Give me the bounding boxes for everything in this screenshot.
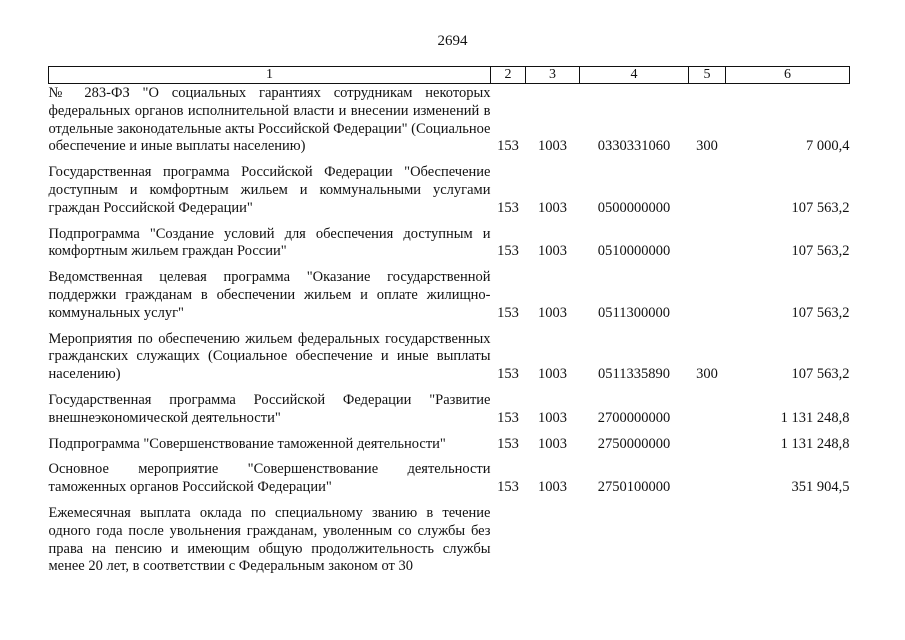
row-expense-type: [689, 164, 726, 217]
row-description: № 283-ФЗ "О социальных гарантиях сотрудникам некоторых федеральных органов исполнительной власти и внесении изменений в отдельные законодательные акты Российской Федерации" (Социальное обеспечение и иные выплаты населению): [48, 85, 491, 155]
row-target-code: 0511335890: [598, 366, 670, 383]
row-amount: 1 131 248,8: [780, 435, 850, 452]
table-row: [49, 505, 850, 576]
header-col-4: 4: [580, 67, 689, 84]
row-amount: [726, 505, 850, 576]
table-row: [49, 436, 850, 454]
budget-table: [48, 66, 850, 576]
table-row: [49, 392, 850, 428]
row-section-code: 1003: [538, 409, 567, 426]
row-target-code: [580, 505, 689, 576]
row-target-code: 0330331060: [597, 138, 671, 155]
row-section-code: 1003: [538, 479, 567, 496]
row-expense-type: 300: [696, 138, 718, 155]
row-admin-code: 153: [497, 138, 519, 155]
row-admin-code: 153: [497, 409, 519, 426]
row-expense-type: [689, 269, 726, 322]
row-description: Мероприятия по обеспечению жильем федеральных государственных гражданских служащих (Социальное обеспечение и иные выплаты населению): [48, 330, 491, 383]
header-col-5: 5: [689, 67, 726, 84]
table-row: [49, 84, 850, 157]
table-header-row: [49, 67, 850, 84]
row-section-code: [526, 505, 580, 576]
row-description: Основное мероприятие "Совершенствование деятельности таможенных органов Российской Федерации": [48, 461, 491, 496]
row-description: Подпрограмма "Создание условий для обеспечения доступным и комфортным жильем граждан России": [48, 225, 491, 260]
row-admin-code: [491, 505, 526, 576]
row-amount: 7 000,4: [806, 138, 850, 155]
row-description: Государственная программа Российской Федерации "Развитие внешнеэкономической деятельности": [48, 391, 491, 426]
row-target-code: 0500000000: [597, 199, 671, 216]
table-row: [49, 226, 850, 262]
row-expense-type: 300: [696, 366, 718, 383]
row-expense-type: [689, 436, 726, 454]
table-row: [49, 461, 850, 497]
row-target-code: 0511300000: [598, 304, 670, 321]
row-target-code: 2700000000: [597, 409, 671, 426]
header-col-1: 1: [49, 67, 491, 84]
header-col-2: 2: [491, 67, 526, 84]
page-number: 2694: [437, 33, 468, 49]
header-col-6: 6: [726, 67, 850, 84]
row-target-code: 2750100000: [597, 479, 671, 496]
row-section-code: 1003: [538, 304, 567, 321]
table-row: [49, 331, 850, 384]
row-description: Ведомственная целевая программа "Оказание государственной поддержки гражданам в обеспечении жильем и оплате жилищно-коммунальных услуг": [48, 269, 491, 321]
row-expense-type: [689, 461, 726, 497]
row-target-code: 2750000000: [597, 435, 671, 452]
row-section-code: 1003: [538, 243, 567, 260]
row-admin-code: 153: [497, 304, 519, 321]
row-description: Ежемесячная выплата оклада по специальному званию в течение одного года после увольнения гражданам, уволенным со службы без права на пенсию и имеющим общую продолжительность службы менее 20 лет, в соответствии с Федеральным законом от 30: [48, 504, 491, 575]
row-section-code: 1003: [538, 435, 567, 452]
row-amount: 107 563,2: [791, 199, 850, 216]
row-amount: 107 563,2: [791, 304, 850, 321]
row-section-code: 1003: [538, 199, 567, 216]
row-admin-code: 153: [497, 366, 519, 383]
row-admin-code: 153: [497, 243, 519, 260]
row-expense-type: [689, 392, 726, 428]
row-amount: 351 904,5: [791, 479, 850, 496]
row-amount: 107 563,2: [791, 366, 850, 383]
row-amount: 1 131 248,8: [780, 409, 850, 426]
row-target-code: 0510000000: [597, 243, 671, 260]
row-expense-type: [689, 226, 726, 262]
row-amount: 107 563,2: [791, 243, 850, 260]
row-section-code: 1003: [538, 138, 567, 155]
header-col-3: 3: [526, 67, 580, 84]
row-admin-code: 153: [497, 479, 519, 496]
row-description: Государственная программа Российской Федерации "Обеспечение доступным и комфортным жильем и коммунальными услугами граждан Российской Федерации": [48, 164, 491, 216]
table-row: [49, 164, 850, 217]
row-section-code: 1003: [538, 366, 567, 383]
row-description: Подпрограмма "Совершенствование таможенной деятельности": [48, 435, 446, 452]
table-row: [49, 269, 850, 322]
row-admin-code: 153: [497, 435, 519, 452]
row-expense-type: [689, 505, 726, 576]
row-admin-code: 153: [497, 199, 519, 216]
